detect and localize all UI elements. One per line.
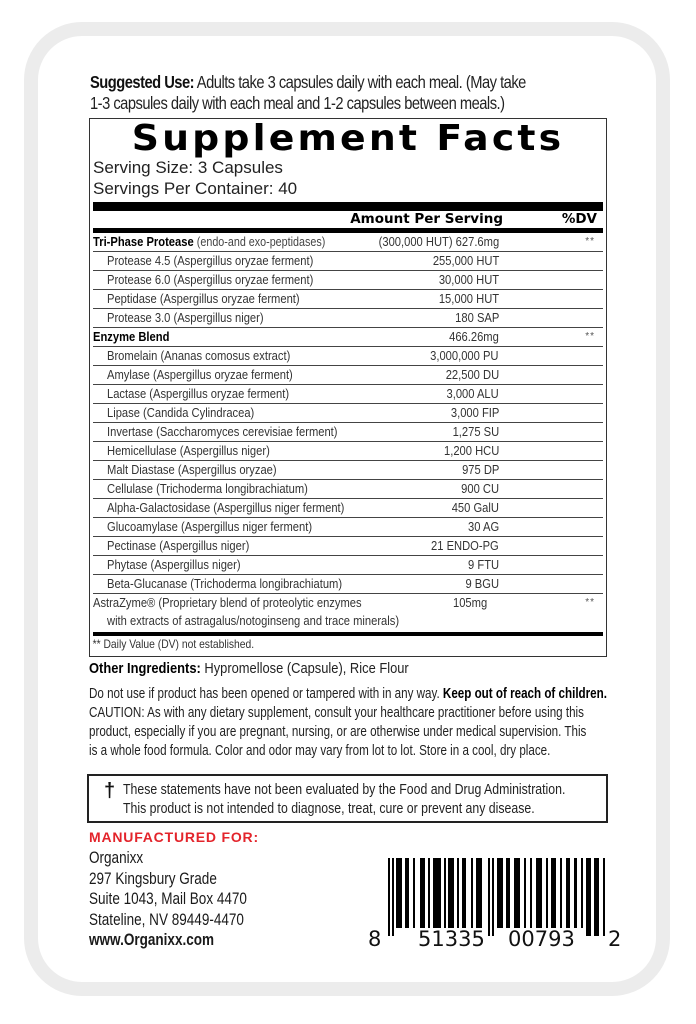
ingredient-name: Beta-Glucanase (Trichoderma longibrachiatum) (107, 576, 343, 591)
ingredient-name: Alpha-Galactosidase (Aspergillus niger ferment) (107, 500, 345, 515)
ingredient-name: Enzyme Blend (93, 329, 170, 344)
suggested-use-label: Suggested Use: (90, 72, 195, 92)
ingredient-name: Protease 4.5 (Aspergillus oryzae ferment) (107, 253, 314, 268)
ingredient-name: Hemicellulase (Aspergillus niger) (107, 443, 270, 458)
manufacturer-address (89, 848, 247, 951)
ingredient-amount: 9 FTU (467, 557, 499, 572)
disclaimer-line1: These statements have not been evaluated by the Food and Drug Administration. (123, 781, 566, 798)
divider-thick (93, 202, 603, 211)
website-link[interactable]: www.Organixx.com (89, 931, 215, 949)
address-line1: 297 Kingsbury Grade (89, 869, 217, 888)
warning-line4: is a whole food formula. Color and odor may vary from lot to lot. Store in a cool, dry place. (89, 742, 551, 759)
barcode-digit-first: 8 (368, 927, 382, 951)
barcode-group-left: 51335 (418, 927, 485, 951)
table-row (93, 366, 603, 385)
barcode-group-right: 00793 (508, 927, 575, 951)
facts-rows (93, 233, 603, 630)
facts-header-row (93, 211, 603, 228)
warnings (89, 684, 607, 760)
ingredient-amount: 1,200 HCU (443, 443, 499, 458)
supplement-facts-panel (89, 118, 607, 657)
ingredient-dv: ** (585, 597, 595, 608)
ingredient-name: Malt Diastase (Aspergillus oryzae) (107, 462, 277, 477)
other-ingredients (89, 659, 409, 678)
ingredient-name: Lipase (Candida Cylindracea) (107, 405, 255, 420)
ingredient-name: AstraZyme® (Proprietary blend of proteolytic enzymes (93, 595, 362, 610)
table-row (93, 271, 603, 290)
amount-per-serving-header: Amount Per Serving (350, 211, 503, 227)
ingredient-amount: 3,000 FIP (450, 405, 499, 420)
ingredient-amount: (300,000 HUT) 627.6mg (378, 234, 499, 249)
facts-title: Supplement Facts (131, 118, 565, 159)
suggested-use-line2: 1-3 capsules daily with each meal and 1-2 capsules between meals.) (90, 93, 505, 113)
table-row-astrazyme (93, 594, 603, 630)
ingredient-amount: 180 SAP (454, 310, 499, 325)
ingredient-amount: 30,000 HUT (438, 272, 499, 287)
barcode-digit-last: 2 (608, 927, 622, 951)
table-row (93, 537, 603, 556)
serving-size: Serving Size: 3 Capsules (93, 158, 283, 177)
ingredient-amount: 255,000 HUT (432, 253, 499, 268)
warning-keep-out: Keep out of reach of children. (442, 685, 607, 702)
address-line2: Suite 1043, Mail Box 4470 (89, 890, 247, 908)
ingredient-name: Invertase (Saccharomyces cerevisiae ferment) (107, 424, 338, 439)
ingredient-amount: 105mg (453, 595, 488, 610)
table-row (93, 518, 603, 537)
table-row (93, 575, 603, 594)
ingredient-amount: 466.26mg (449, 329, 499, 344)
other-ingredients-value: Hypromellose (Capsule), Rice Flour (204, 660, 409, 677)
address-line3: Stateline, NV 89449-4470 (89, 910, 244, 929)
ingredient-amount: 30 AG (467, 519, 499, 534)
table-row (93, 252, 603, 271)
dv-header: %DV (561, 211, 597, 227)
upc-barcode (368, 855, 620, 955)
manufacturer-name: Organixx (89, 849, 144, 867)
ingredient-name: Tri-Phase Protease (93, 234, 194, 249)
dagger-icon: † (104, 780, 116, 802)
ingredient-amount: 1,275 SU (452, 424, 499, 439)
ingredient-amount: 3,000,000 PU (430, 348, 499, 363)
ingredient-dv: ** (585, 236, 595, 247)
suggested-use (90, 72, 544, 114)
ingredient-amount: 21 ENDO-PG (431, 538, 499, 553)
ingredient-name: Pectinase (Aspergillus niger) (107, 538, 250, 553)
warning-line2: CAUTION: As with any dietary supplement, consult your healthcare practitioner before using this (89, 704, 584, 721)
ingredient-amount: 450 GalU (451, 500, 499, 515)
ingredient-name: Amylase (Aspergillus oryzae ferment) (107, 367, 293, 382)
ingredient-dv: ** (585, 331, 595, 342)
ingredient-name: Protease 3.0 (Aspergillus niger) (107, 310, 264, 325)
ingredient-desc: (endo-and exo-peptidases) (196, 235, 326, 249)
table-row (93, 309, 603, 328)
ingredient-amount: 900 CU (461, 481, 499, 496)
ingredient-name: Phytase (Aspergillus niger) (107, 557, 241, 572)
ingredient-amount: 3,000 ALU (446, 386, 499, 401)
ingredient-amount: 15,000 HUT (438, 291, 499, 306)
table-row (93, 480, 603, 499)
dv-footnote: ** Daily Value (DV) not established. (92, 637, 255, 651)
table-row (93, 385, 603, 404)
table-row (93, 556, 603, 575)
table-row (93, 442, 603, 461)
ingredient-name-cont: with extracts of astragalus/notoginseng and trace minerals) (107, 613, 400, 628)
ingredient-name: Protease 6.0 (Aspergillus oryzae ferment) (107, 272, 314, 287)
fda-disclaimer-box (87, 774, 608, 823)
table-row (93, 423, 603, 442)
warning-line1: Do not use if product has been opened or tampered with in any way. (89, 685, 440, 702)
servings-per-container: Servings Per Container: 40 (93, 179, 298, 198)
table-row (93, 347, 603, 366)
ingredient-name: Cellulase (Trichoderma longibrachiatum) (107, 481, 308, 496)
disclaimer-line2: This product is not intended to diagnose, treat, cure or prevent any disease. (123, 800, 535, 817)
table-row (93, 461, 603, 480)
barcode-icon (388, 858, 606, 936)
table-row (93, 499, 603, 518)
suggested-use-line1: Adults take 3 capsules daily with each meal. (May take (196, 72, 526, 92)
table-row-enzyme-blend (93, 328, 603, 347)
ingredient-name: Bromelain (Ananas comosus extract) (107, 348, 291, 363)
ingredient-name: Glucoamylase (Aspergillus niger ferment) (107, 519, 313, 534)
manufactured-for-label: MANUFACTURED FOR: (89, 829, 259, 845)
table-row-tri-phase-protease (93, 233, 603, 252)
warning-line3: product, especially if you are pregnant, nursing, or are otherwise under medical supervision. This (89, 723, 587, 740)
ingredient-amount: 975 DP (461, 462, 499, 477)
ingredient-amount: 9 BGU (465, 576, 499, 591)
ingredient-name: Peptidase (Aspergillus oryzae ferment) (107, 291, 300, 306)
table-row (93, 290, 603, 309)
ingredient-name: Lactase (Aspergillus oryzae ferment) (107, 386, 290, 401)
other-ingredients-label: Other Ingredients: (89, 660, 201, 677)
table-row (93, 404, 603, 423)
ingredient-amount: 22,500 DU (445, 367, 499, 382)
